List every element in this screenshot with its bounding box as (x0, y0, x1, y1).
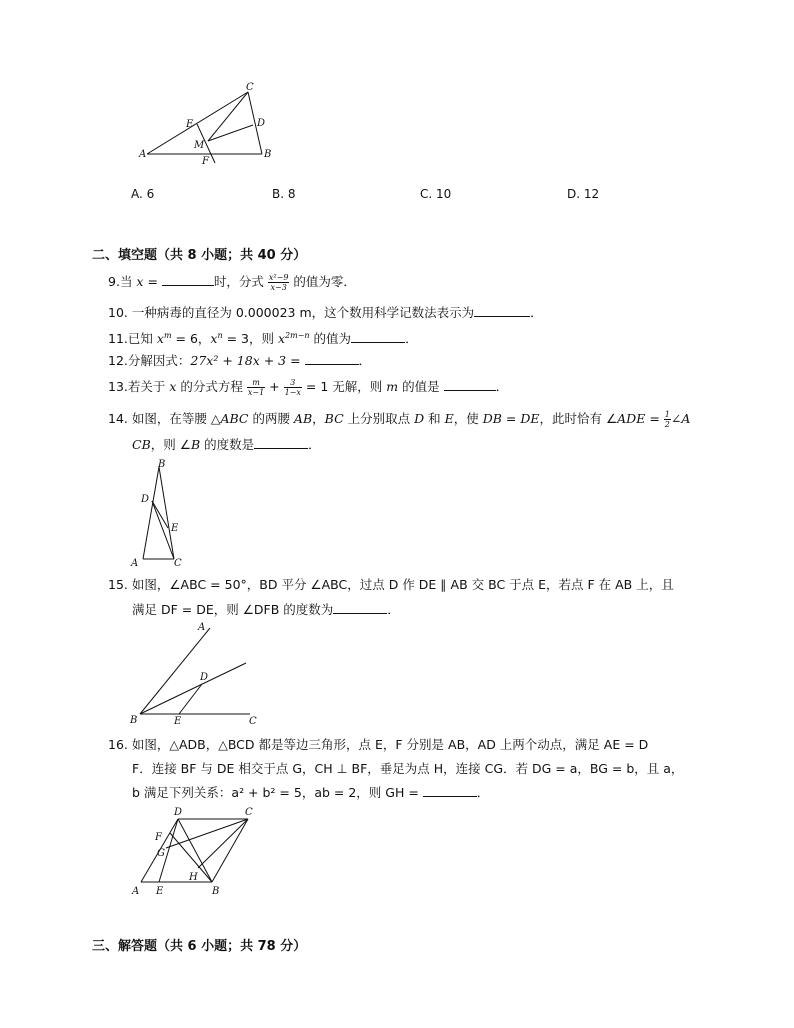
option-c: C. 10 (420, 187, 452, 201)
question-14-line-2: CB，则 ∠B 的度数是 ． (132, 437, 321, 452)
label-B: B (130, 715, 138, 726)
label-E: E (174, 716, 182, 726)
label-A: A (139, 149, 147, 160)
question-14-line-1: 14. 如图，在等腰 △ABC 的两腰 AB，BC 上分别取点 D 和 E，使 DB = DE，此时恰有 ∠ADE = $\frac{1}{2}$ ∠A (108, 410, 691, 429)
question-16-line-2: F．连接 BF 与 DE 相交于点 G，CH ⊥ BF，垂足为点 H，连接 CG．若 DG = a，BG = b，且 a， (132, 761, 684, 776)
label-F: F (202, 156, 209, 167)
option-a: A. 6 (131, 187, 155, 201)
figure-q14 (128, 456, 198, 572)
label-G: G (157, 848, 165, 859)
label-E: E (171, 523, 179, 534)
label-B: B (158, 459, 166, 470)
label-H: H (189, 872, 198, 883)
question-16-line-1: 16. 如图，△ADB，△BCD 都是等边三角形，点 E，F 分别是 AB，AD 上两个动点，满足 AE = D (108, 737, 649, 752)
label-D: D (200, 672, 209, 683)
question-15-line-1: 15. 如图，∠ABC = 50°，BD 平分 ∠ABC，过点 D 作 DE ∥ AB 交 BC 于点 E，若点 F 在 AB 上，且 (108, 577, 674, 592)
label-B: B (212, 886, 220, 897)
question-15-line-2: 满足 DF = DE，则 ∠DFB 的度数为 ． (132, 602, 400, 617)
label-A: A (131, 558, 139, 569)
label-A: A (198, 622, 206, 633)
label-C: C (174, 558, 182, 569)
section-2-title: 二、填空题（共 8 小题；共 40 分） (92, 248, 307, 263)
label-E: E (156, 886, 164, 897)
option-b: B. 8 (272, 187, 296, 201)
question-10: 10. 一种病毒的直径为 0.000023 m，这个数用科学记数法表示为 ． (108, 305, 543, 320)
label-C: C (249, 716, 257, 726)
question-9: 9.当 x = 时，分式 $\frac{\text{x²−9}}{x-3}$ 的值为零． (108, 273, 356, 292)
section-3-title: 三、解答题（共 6 小题；共 78 分） (92, 939, 307, 954)
label-C: C (246, 82, 254, 93)
figure-q15 (124, 616, 264, 726)
option-d: D. 12 (567, 187, 600, 201)
label-D: D (141, 494, 150, 505)
label-D: D (174, 807, 183, 818)
label-E: E (186, 119, 194, 130)
question-16-line-3: b 满足下列关系：a² + b² = 5，ab = 2，则 GH = ． (132, 785, 490, 800)
figure-q8 (130, 80, 290, 170)
question-12: 12.分解因式：27x² + 18x + 3 = ． (108, 353, 372, 368)
question-13: 13.若关于 x 的分式方程 $\frac{m}{x-1}$ + $\frac{3}{1-x}$ = 1 无解，则 m 的值是 ． (108, 378, 509, 397)
label-C: C (245, 807, 253, 818)
label-M: M (194, 140, 205, 151)
question-11: 11.已知 $x^m = 6$，$x^n = 3$，则 $x^{2m-n}$ 的值为 ． (108, 331, 418, 347)
label-F: F (155, 832, 162, 843)
figure-q16 (128, 800, 268, 900)
label-D: D (257, 118, 266, 129)
label-B: B (264, 149, 272, 160)
label-A: A (132, 886, 140, 897)
